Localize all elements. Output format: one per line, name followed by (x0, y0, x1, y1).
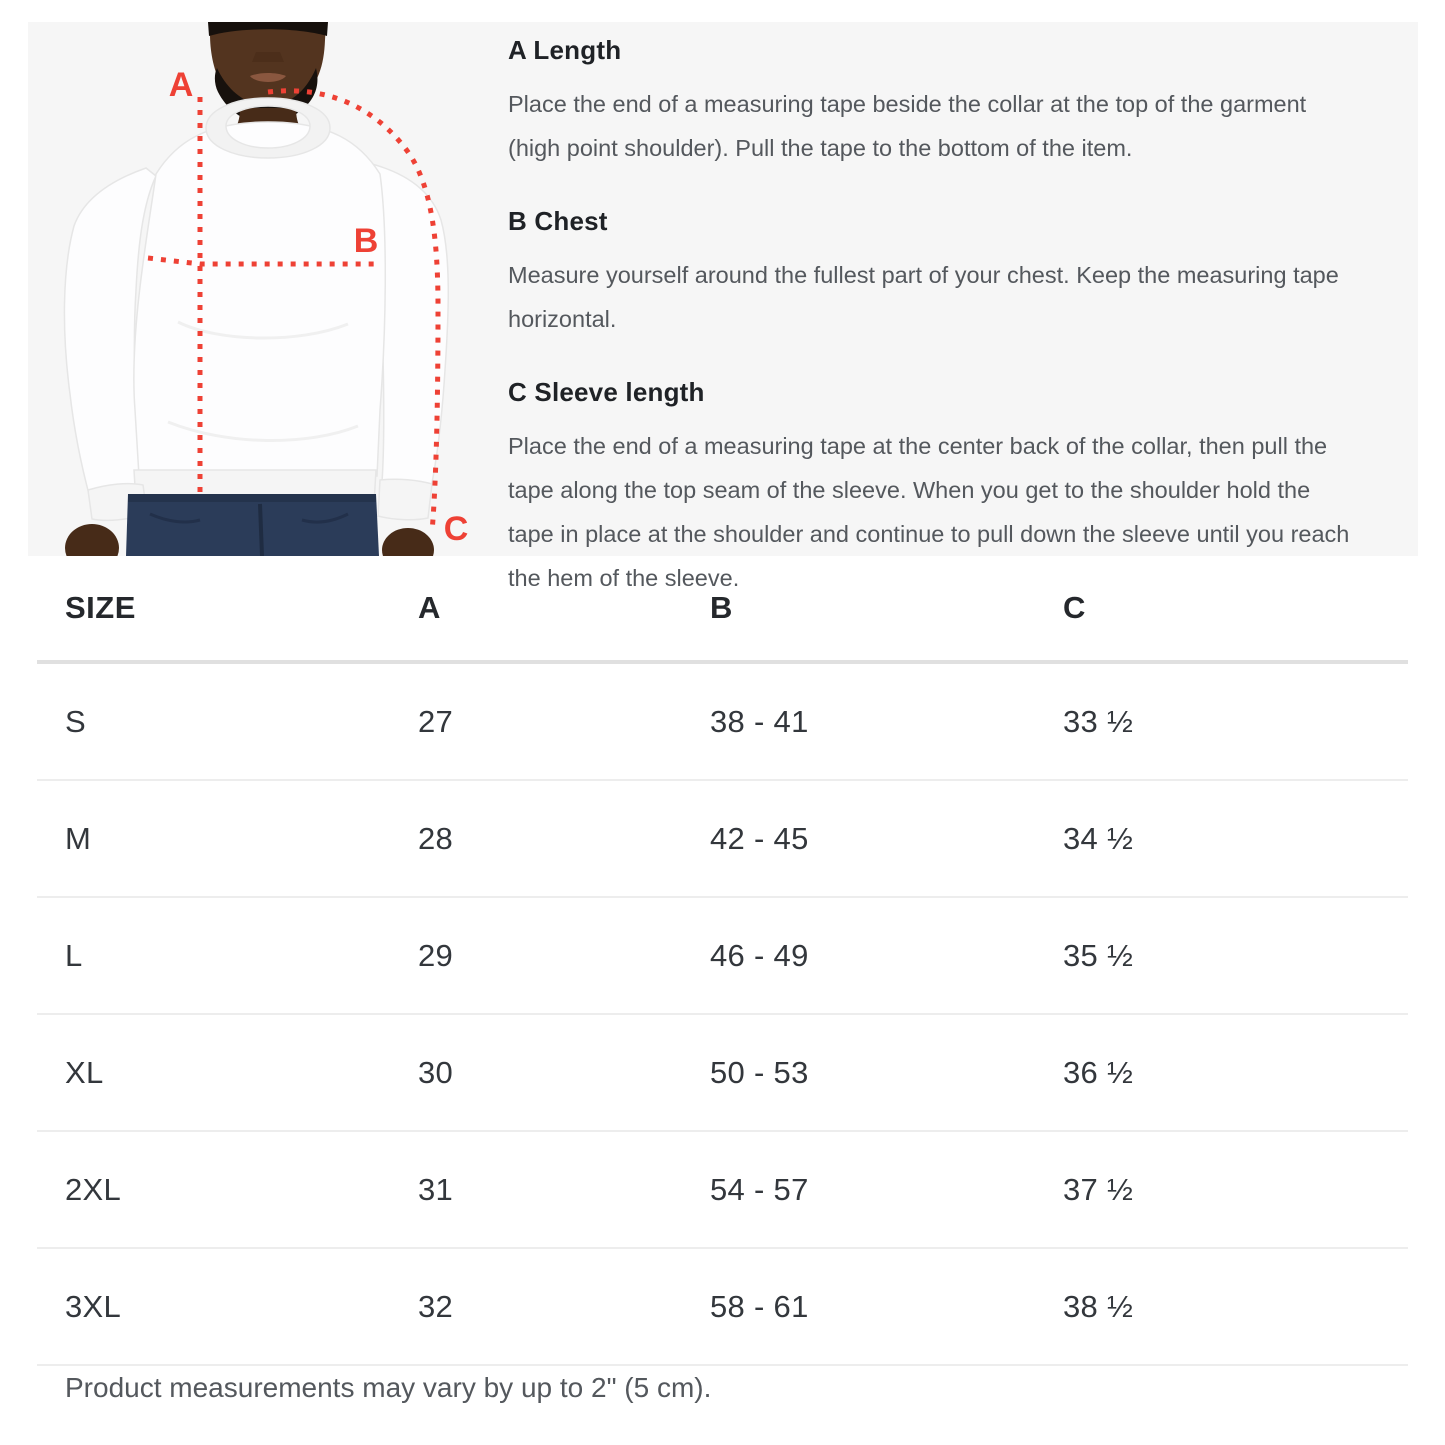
instruction-length-heading: A Length (508, 35, 622, 65)
cell-size: L (65, 937, 83, 973)
cell-size: 3XL (65, 1288, 122, 1324)
instruction-length (508, 35, 1378, 170)
size-table (0, 556, 1445, 1366)
table-row (0, 1132, 1445, 1247)
cell-size: M (65, 820, 92, 856)
column-header-b: B (710, 590, 733, 625)
cell-a: 27 (418, 703, 454, 739)
table-row (0, 664, 1445, 779)
measurement-disclaimer: Product measurements may vary by up to 2" (5 cm). (65, 1372, 712, 1403)
cell-size: 2XL (65, 1171, 122, 1207)
measure-label-b: B (353, 222, 379, 260)
cell-size: XL (65, 1054, 104, 1090)
cell-c: 38 ½ (1063, 1288, 1134, 1324)
size-guide-panel (28, 22, 1418, 591)
cell-c: 34 ½ (1063, 820, 1134, 856)
table-row (0, 1015, 1445, 1130)
sweatshirt (64, 98, 448, 520)
cell-b: 42 - 45 (710, 820, 809, 856)
cell-b: 38 - 41 (710, 703, 809, 739)
measuring-instructions (490, 22, 1418, 591)
cell-b: 46 - 49 (710, 937, 809, 973)
table-row (0, 781, 1445, 896)
table-row (0, 1249, 1445, 1364)
cell-b: 50 - 53 (710, 1054, 809, 1090)
cell-a: 28 (418, 820, 454, 856)
measurement-diagram (28, 22, 490, 556)
cell-size: S (65, 703, 86, 739)
column-header-a: A (418, 590, 441, 625)
instruction-chest-body: Measure yourself around the fullest part of your chest. Keep the measuring tape horizontal. (508, 262, 1339, 332)
cell-c: 33 ½ (1063, 703, 1134, 739)
instruction-chest-heading: B Chest (508, 206, 608, 236)
cell-b: 58 - 61 (710, 1288, 809, 1324)
instruction-sleeve-body: Place the end of a measuring tape at the center back of the collar, then pull the tape along the top seam of the sleeve. When you get to the shoulder hold the tape in place at the shoulder and continue to pull down the sleeve until you reach the hem of the sleeve. (508, 433, 1350, 591)
column-header-size: SIZE (65, 590, 136, 625)
cell-c: 35 ½ (1063, 937, 1134, 973)
column-header-c: C (1063, 590, 1086, 625)
measure-label-c: C (443, 510, 469, 548)
cell-c: 36 ½ (1063, 1054, 1134, 1090)
instruction-length-body: Place the end of a measuring tape beside the collar at the top of the garment (high point shoulder). Pull the tape to the bottom of the item. (508, 91, 1307, 161)
cell-a: 31 (418, 1171, 454, 1207)
cell-a: 29 (418, 937, 454, 973)
row-separator (37, 1364, 1408, 1366)
cell-c: 37 ½ (1063, 1171, 1134, 1207)
cell-a: 32 (418, 1288, 454, 1324)
size-table-header (0, 556, 1445, 660)
cell-a: 30 (418, 1054, 454, 1090)
measure-label-a: A (168, 66, 194, 104)
model-photo (28, 22, 490, 556)
cell-b: 54 - 57 (710, 1171, 809, 1207)
table-row (0, 898, 1445, 1013)
instruction-chest (508, 206, 1378, 341)
instruction-sleeve-heading: C Sleeve length (508, 377, 705, 407)
